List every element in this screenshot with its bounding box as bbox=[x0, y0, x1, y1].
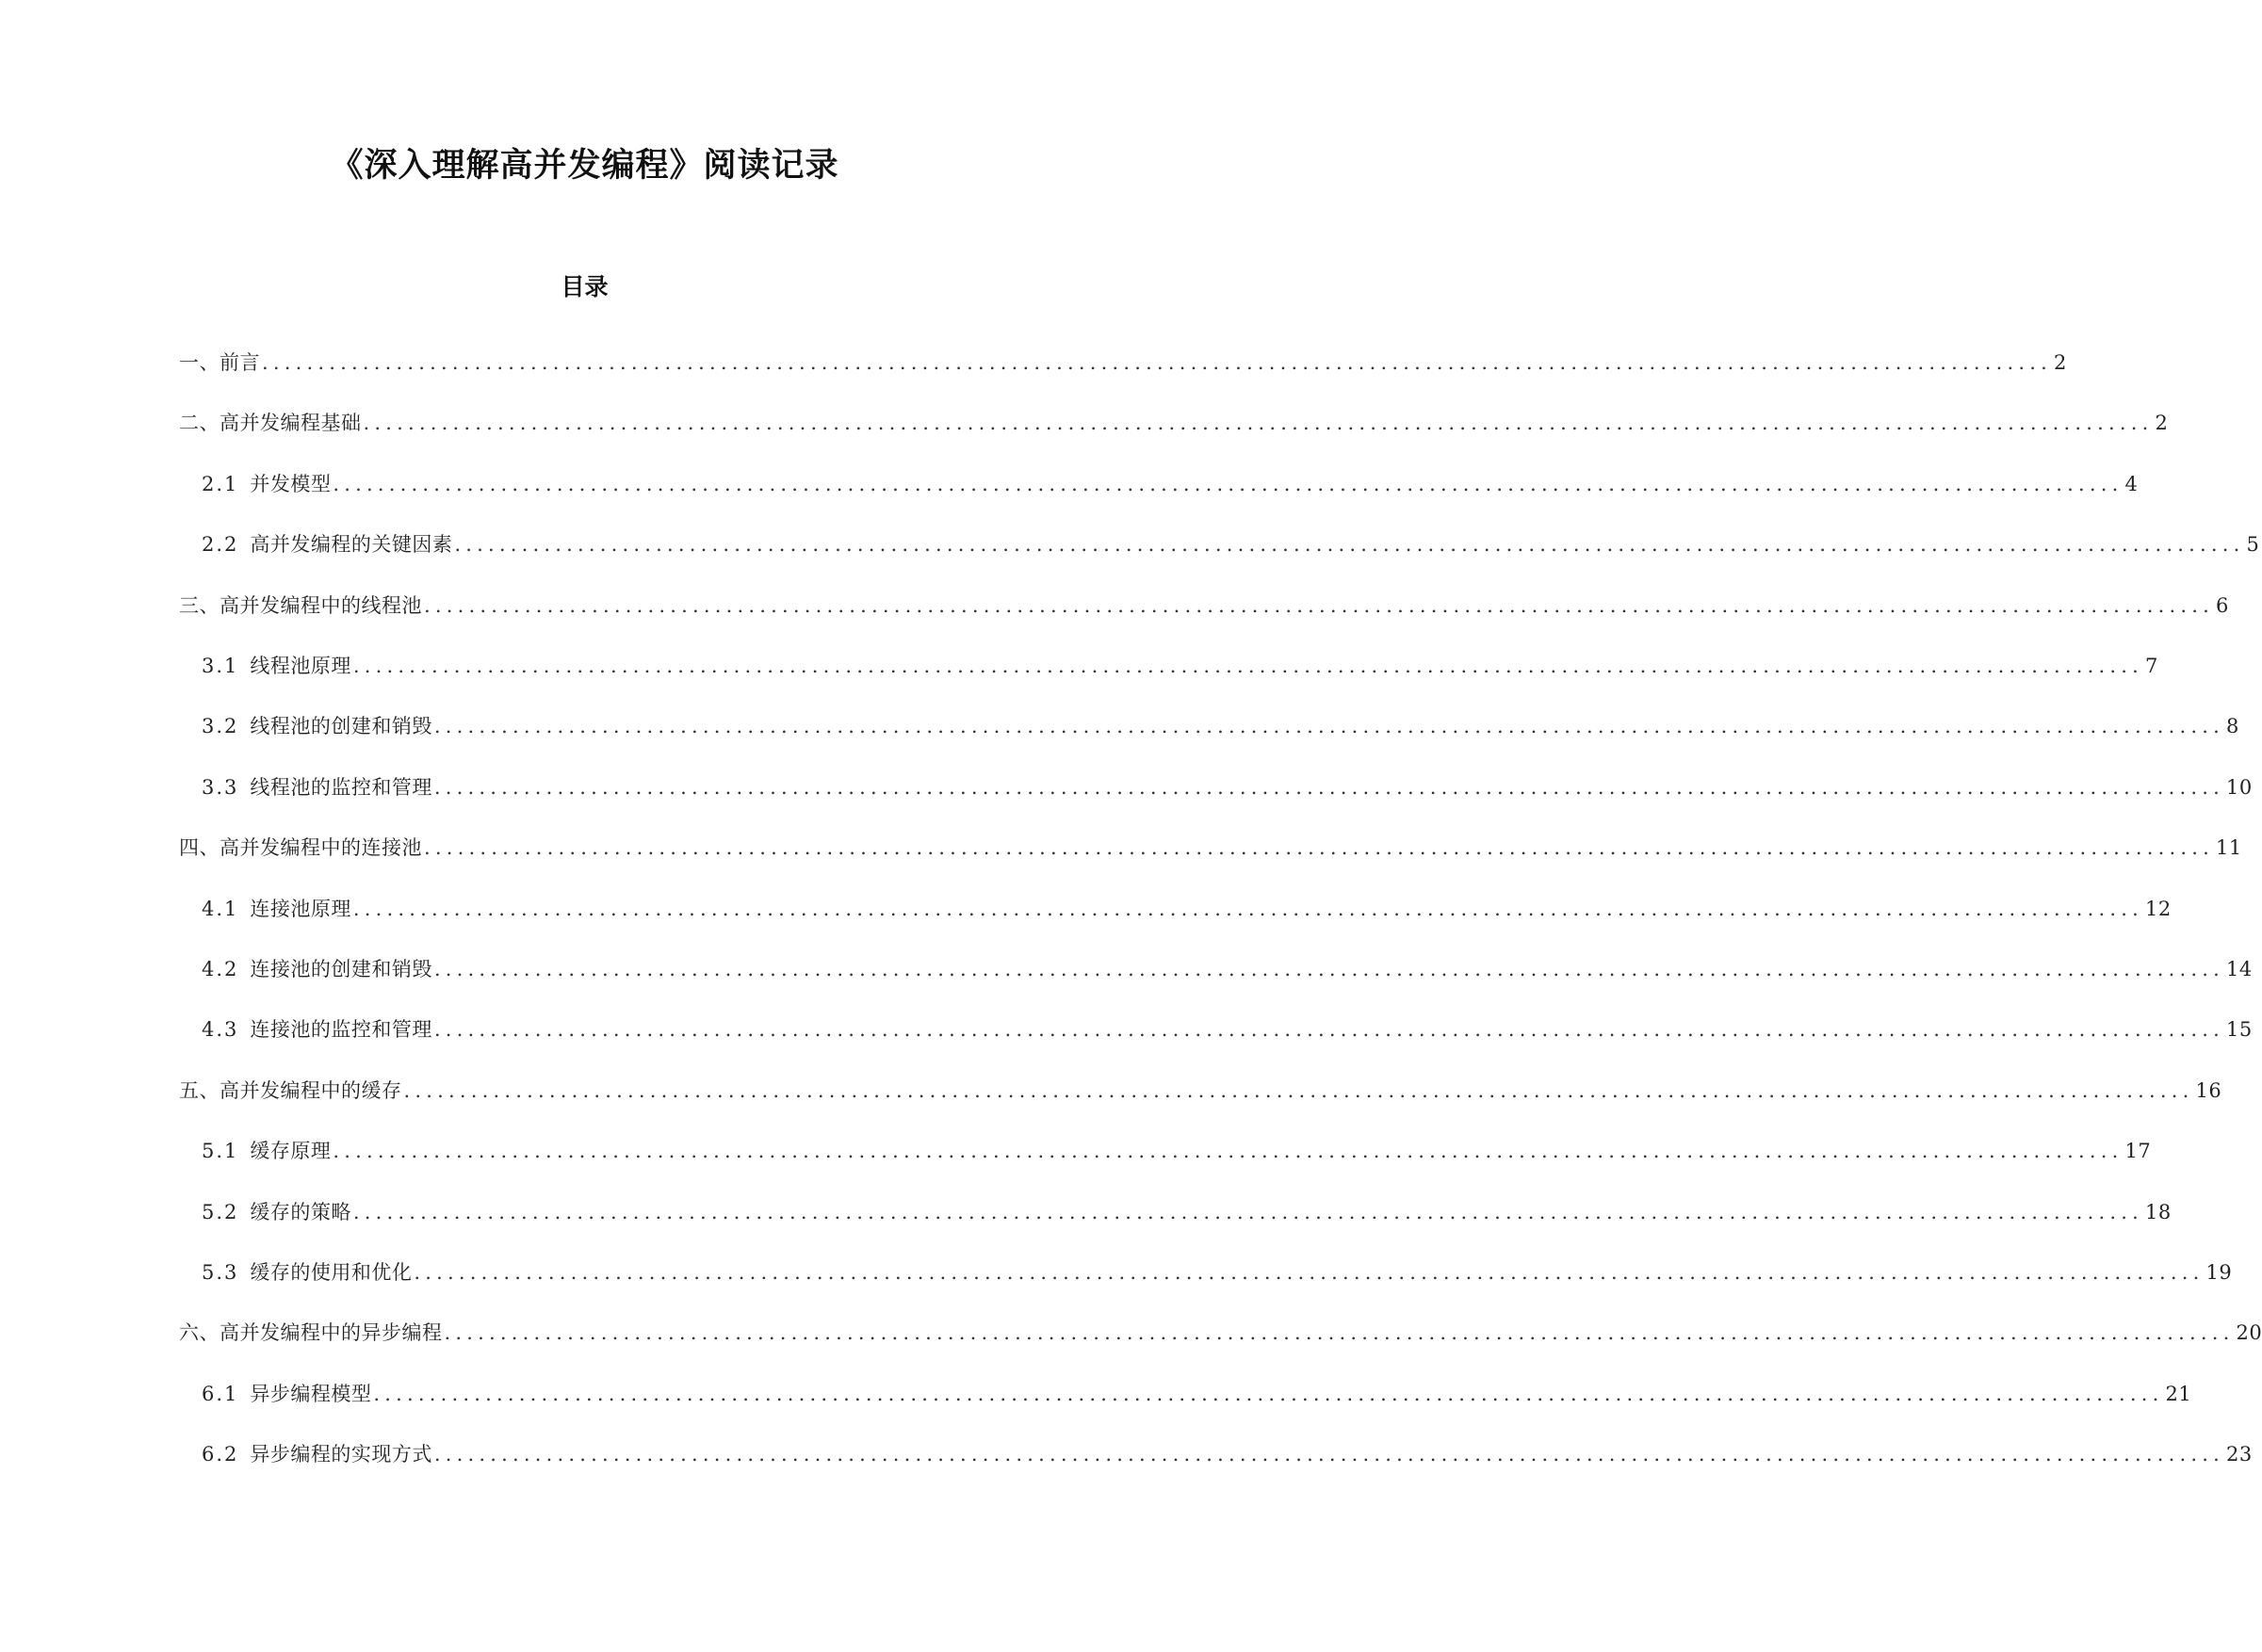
toc-entry-page-number: 5 bbox=[2246, 533, 2260, 556]
toc-entry[interactable] bbox=[179, 590, 2229, 622]
toc-entry-number: 5.3 bbox=[202, 1261, 239, 1284]
toc-entry[interactable] bbox=[202, 528, 2260, 560]
toc-dot-leader: ................................................................................................................................................................ bbox=[352, 655, 2143, 677]
toc-entry[interactable] bbox=[202, 1378, 2192, 1410]
toc-entry-number: 4.3 bbox=[202, 1018, 239, 1041]
toc-heading: 目录 bbox=[561, 273, 609, 300]
toc-entry-title: 缓存原理 bbox=[250, 1140, 332, 1162]
toc-dot-leader: ................................................................................................................................................................ bbox=[363, 412, 2154, 434]
document-title: 《深入理解高并发编程》阅读记录 bbox=[330, 147, 839, 185]
toc-dot-leader: ................................................................................................................................................................ bbox=[333, 1140, 2124, 1162]
toc-entry-page-number: 10 bbox=[2225, 776, 2253, 799]
toc-entry-page-number: 11 bbox=[2216, 836, 2242, 859]
toc-dot-leader: ................................................................................................................................................................ bbox=[433, 715, 2224, 737]
toc-dot-leader: ................................................................................................................................................................ bbox=[424, 594, 2215, 617]
toc-entry-number: 3.2 bbox=[202, 715, 239, 737]
toc-entry-page-number: 20 bbox=[2236, 1321, 2262, 1344]
toc-dot-leader: ................................................................................................................................................................ bbox=[333, 473, 2124, 495]
toc-entry-page-number: 2 bbox=[2054, 351, 2067, 374]
toc-entry-page-number: 15 bbox=[2225, 1018, 2253, 1041]
toc-entry-title: 异步编程模型 bbox=[250, 1383, 372, 1405]
toc-entry-page-number: 17 bbox=[2124, 1140, 2152, 1162]
toc-entry[interactable] bbox=[179, 347, 2067, 379]
toc-dot-leader: ................................................................................................................................................................ bbox=[373, 1383, 2164, 1405]
toc-entry-title: 五、高并发编程中的缓存 bbox=[179, 1079, 402, 1102]
toc-dot-leader: ................................................................................................................................................................ bbox=[454, 533, 2245, 556]
toc-dot-leader: ................................................................................................................................................................ bbox=[433, 776, 2224, 799]
toc-entry[interactable] bbox=[202, 1013, 2253, 1045]
toc-entry-number: 4.1 bbox=[202, 898, 239, 920]
toc-entry[interactable] bbox=[202, 1256, 2233, 1288]
toc-entry-page-number: 12 bbox=[2144, 898, 2172, 920]
toc-entry[interactable] bbox=[202, 1438, 2253, 1470]
toc-entry-number: 2.2 bbox=[202, 533, 239, 556]
toc-entry-title: 三、高并发编程中的线程池 bbox=[179, 594, 422, 617]
toc-entry-number: 4.2 bbox=[202, 958, 239, 980]
toc-entry-page-number: 21 bbox=[2165, 1383, 2192, 1405]
toc-entry[interactable] bbox=[202, 893, 2172, 925]
toc-entry-page-number: 7 bbox=[2144, 655, 2158, 677]
toc-entry-title: 六、高并发编程中的异步编程 bbox=[179, 1321, 443, 1344]
toc-dot-leader: ................................................................................................................................................................ bbox=[403, 1079, 2194, 1102]
toc-entry-page-number: 19 bbox=[2205, 1261, 2233, 1284]
toc-dot-leader: ................................................................................................................................................................ bbox=[433, 1018, 2224, 1041]
toc-entry-title: 并发模型 bbox=[250, 473, 332, 495]
toc-dot-leader: ................................................................................................................................................................ bbox=[352, 898, 2143, 920]
toc-dot-leader: ................................................................................................................................................................ bbox=[352, 1201, 2143, 1223]
toc-dot-leader: ................................................................................................................................................................ bbox=[433, 1443, 2224, 1466]
toc-dot-leader: ................................................................................................................................................................ bbox=[433, 958, 2224, 980]
toc-entry-page-number: 6 bbox=[2216, 594, 2229, 617]
toc-entry[interactable] bbox=[202, 1196, 2172, 1228]
toc-entry-number: 5.2 bbox=[202, 1201, 239, 1223]
toc-entry-title: 缓存的使用和优化 bbox=[250, 1261, 413, 1284]
toc-entry[interactable] bbox=[202, 953, 2253, 985]
toc-entry-title: 连接池的监控和管理 bbox=[250, 1018, 432, 1041]
toc-entry[interactable] bbox=[179, 407, 2169, 439]
toc-entry-page-number: 23 bbox=[2225, 1443, 2253, 1466]
toc-entry-title: 高并发编程的关键因素 bbox=[250, 533, 453, 556]
toc-entry-number: 6.1 bbox=[202, 1383, 239, 1405]
toc-entry-page-number: 16 bbox=[2195, 1079, 2222, 1102]
toc-entry-title: 异步编程的实现方式 bbox=[250, 1443, 432, 1466]
toc-entry[interactable] bbox=[179, 832, 2242, 864]
toc-entry[interactable] bbox=[202, 771, 2253, 803]
toc-entry-title: 四、高并发编程中的连接池 bbox=[179, 836, 422, 859]
toc-entry-title: 连接池原理 bbox=[250, 898, 351, 920]
toc-entry-title: 二、高并发编程基础 bbox=[179, 412, 362, 434]
toc-entry-title: 线程池的监控和管理 bbox=[250, 776, 432, 799]
toc-entry-page-number: 2 bbox=[2155, 412, 2169, 434]
toc-entry-title: 缓存的策略 bbox=[250, 1201, 351, 1223]
toc-entry[interactable] bbox=[202, 650, 2158, 682]
toc-entry-page-number: 4 bbox=[2124, 473, 2139, 495]
toc-entry[interactable] bbox=[202, 468, 2139, 500]
toc-entry[interactable] bbox=[179, 1075, 2222, 1107]
toc-entry[interactable] bbox=[179, 1317, 2262, 1349]
toc-entry-title: 一、前言 bbox=[179, 351, 260, 374]
toc-entry-title: 线程池原理 bbox=[250, 655, 351, 677]
toc-entry-number: 3.3 bbox=[202, 776, 239, 799]
toc-entry-number: 6.2 bbox=[202, 1443, 239, 1466]
toc-entry-page-number: 8 bbox=[2225, 715, 2239, 737]
toc-dot-leader: ................................................................................................................................................................ bbox=[414, 1261, 2205, 1284]
toc-entry-page-number: 14 bbox=[2225, 958, 2253, 980]
toc-entry-number: 2.1 bbox=[202, 473, 239, 495]
toc-dot-leader: ................................................................................................................................................................ bbox=[444, 1321, 2235, 1344]
toc-entry-number: 3.1 bbox=[202, 655, 239, 677]
toc-dot-leader: ................................................................................................................................................................ bbox=[262, 351, 2053, 374]
toc-entry-title: 连接池的创建和销毁 bbox=[250, 958, 432, 980]
toc-entry[interactable] bbox=[202, 1135, 2152, 1167]
toc-entry-number: 5.1 bbox=[202, 1140, 239, 1162]
toc-entry[interactable] bbox=[202, 710, 2239, 742]
toc-entry-title: 线程池的创建和销毁 bbox=[250, 715, 432, 737]
toc-dot-leader: ................................................................................................................................................................ bbox=[424, 836, 2215, 859]
toc-entry-page-number: 18 bbox=[2144, 1201, 2172, 1223]
